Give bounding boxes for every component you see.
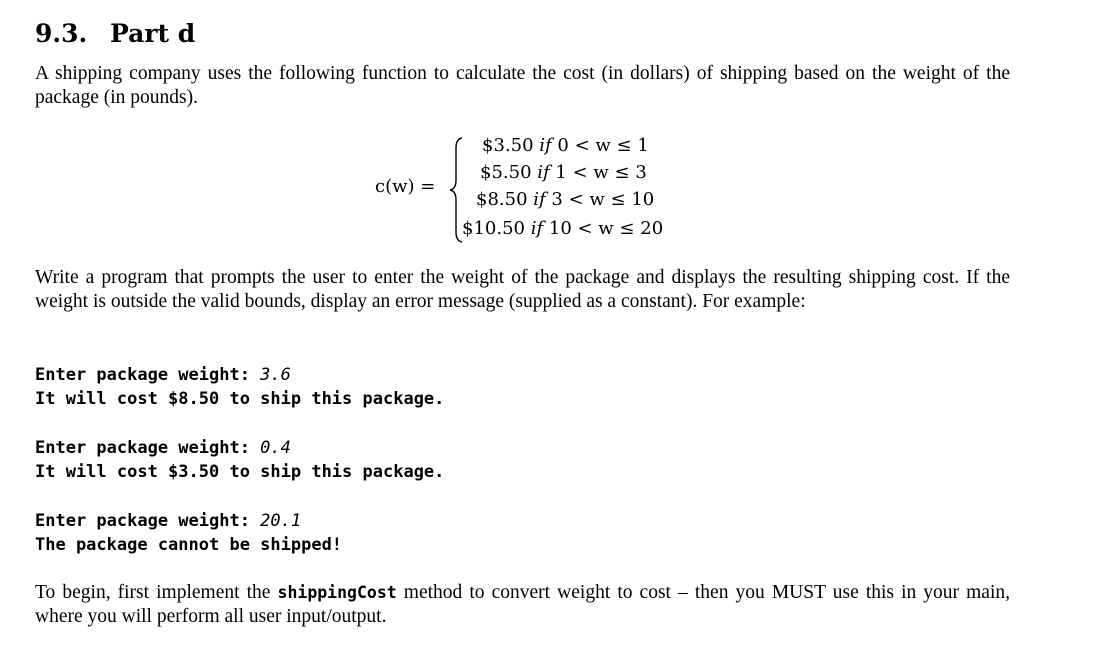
example-prompt-line bbox=[35, 436, 444, 460]
example-input: 0.4 bbox=[260, 438, 291, 458]
intro-paragraph: A shipping company uses the following function to calculate the cost (in dollars) of shipping based on the weight of the package (in pounds). bbox=[35, 63, 1010, 108]
case-row bbox=[482, 135, 649, 157]
example-input: 20.1 bbox=[260, 511, 302, 531]
example-prompt: Enter package weight: bbox=[35, 511, 261, 531]
example-output: It will cost $8.50 to ship this package. bbox=[35, 389, 445, 409]
closing-text-after: method to convert weight to cost – then you MUST use this in your main, where you will perform all user input/output. bbox=[35, 582, 1010, 627]
section-title: Part d bbox=[110, 19, 196, 48]
case-row bbox=[476, 189, 654, 211]
case-condition: 3 < w ≤ 10 bbox=[551, 189, 655, 210]
example-output: It will cost $3.50 to ship this package. bbox=[35, 462, 445, 482]
closing-text-before: To begin, first implement the bbox=[35, 582, 278, 603]
section-heading bbox=[35, 18, 195, 50]
case-condition: 1 < w ≤ 3 bbox=[555, 162, 647, 183]
case-cost: $10.50 bbox=[462, 218, 525, 239]
case-if: if bbox=[539, 135, 552, 156]
equation-lhs: c(w) = bbox=[375, 176, 436, 197]
example-block bbox=[35, 509, 342, 557]
case-if: if bbox=[530, 218, 544, 239]
case-if: if bbox=[533, 189, 546, 210]
case-condition: 0 < w ≤ 1 bbox=[557, 135, 649, 156]
piecewise-equation bbox=[0, 130, 1114, 245]
case-cost: $5.50 bbox=[480, 162, 532, 183]
instructions-paragraph: Write a program that prompts the user to enter the weight of the package and displays the resulting shipping cost. If the weight is outside the valid bounds, display an error message (supplied as a constant). For example: bbox=[35, 267, 1010, 312]
example-block bbox=[35, 436, 444, 484]
case-row bbox=[462, 218, 663, 240]
case-condition: 10 < w ≤ 20 bbox=[548, 218, 664, 239]
example-block bbox=[35, 363, 444, 411]
example-input: 3.6 bbox=[260, 365, 291, 385]
case-row bbox=[480, 162, 647, 184]
section-number: 9.3. bbox=[35, 19, 88, 48]
method-name: shippingCost bbox=[277, 583, 397, 602]
case-cost: $3.50 bbox=[482, 135, 534, 156]
example-prompt: Enter package weight: bbox=[35, 365, 261, 385]
closing-paragraph bbox=[35, 581, 1010, 629]
example-prompt-line bbox=[35, 509, 342, 533]
case-cost: $8.50 bbox=[476, 189, 528, 210]
example-prompt: Enter package weight: bbox=[35, 438, 261, 458]
example-output: The package cannot be shipped! bbox=[35, 535, 343, 555]
example-prompt-line bbox=[35, 363, 444, 387]
case-if: if bbox=[537, 162, 550, 183]
